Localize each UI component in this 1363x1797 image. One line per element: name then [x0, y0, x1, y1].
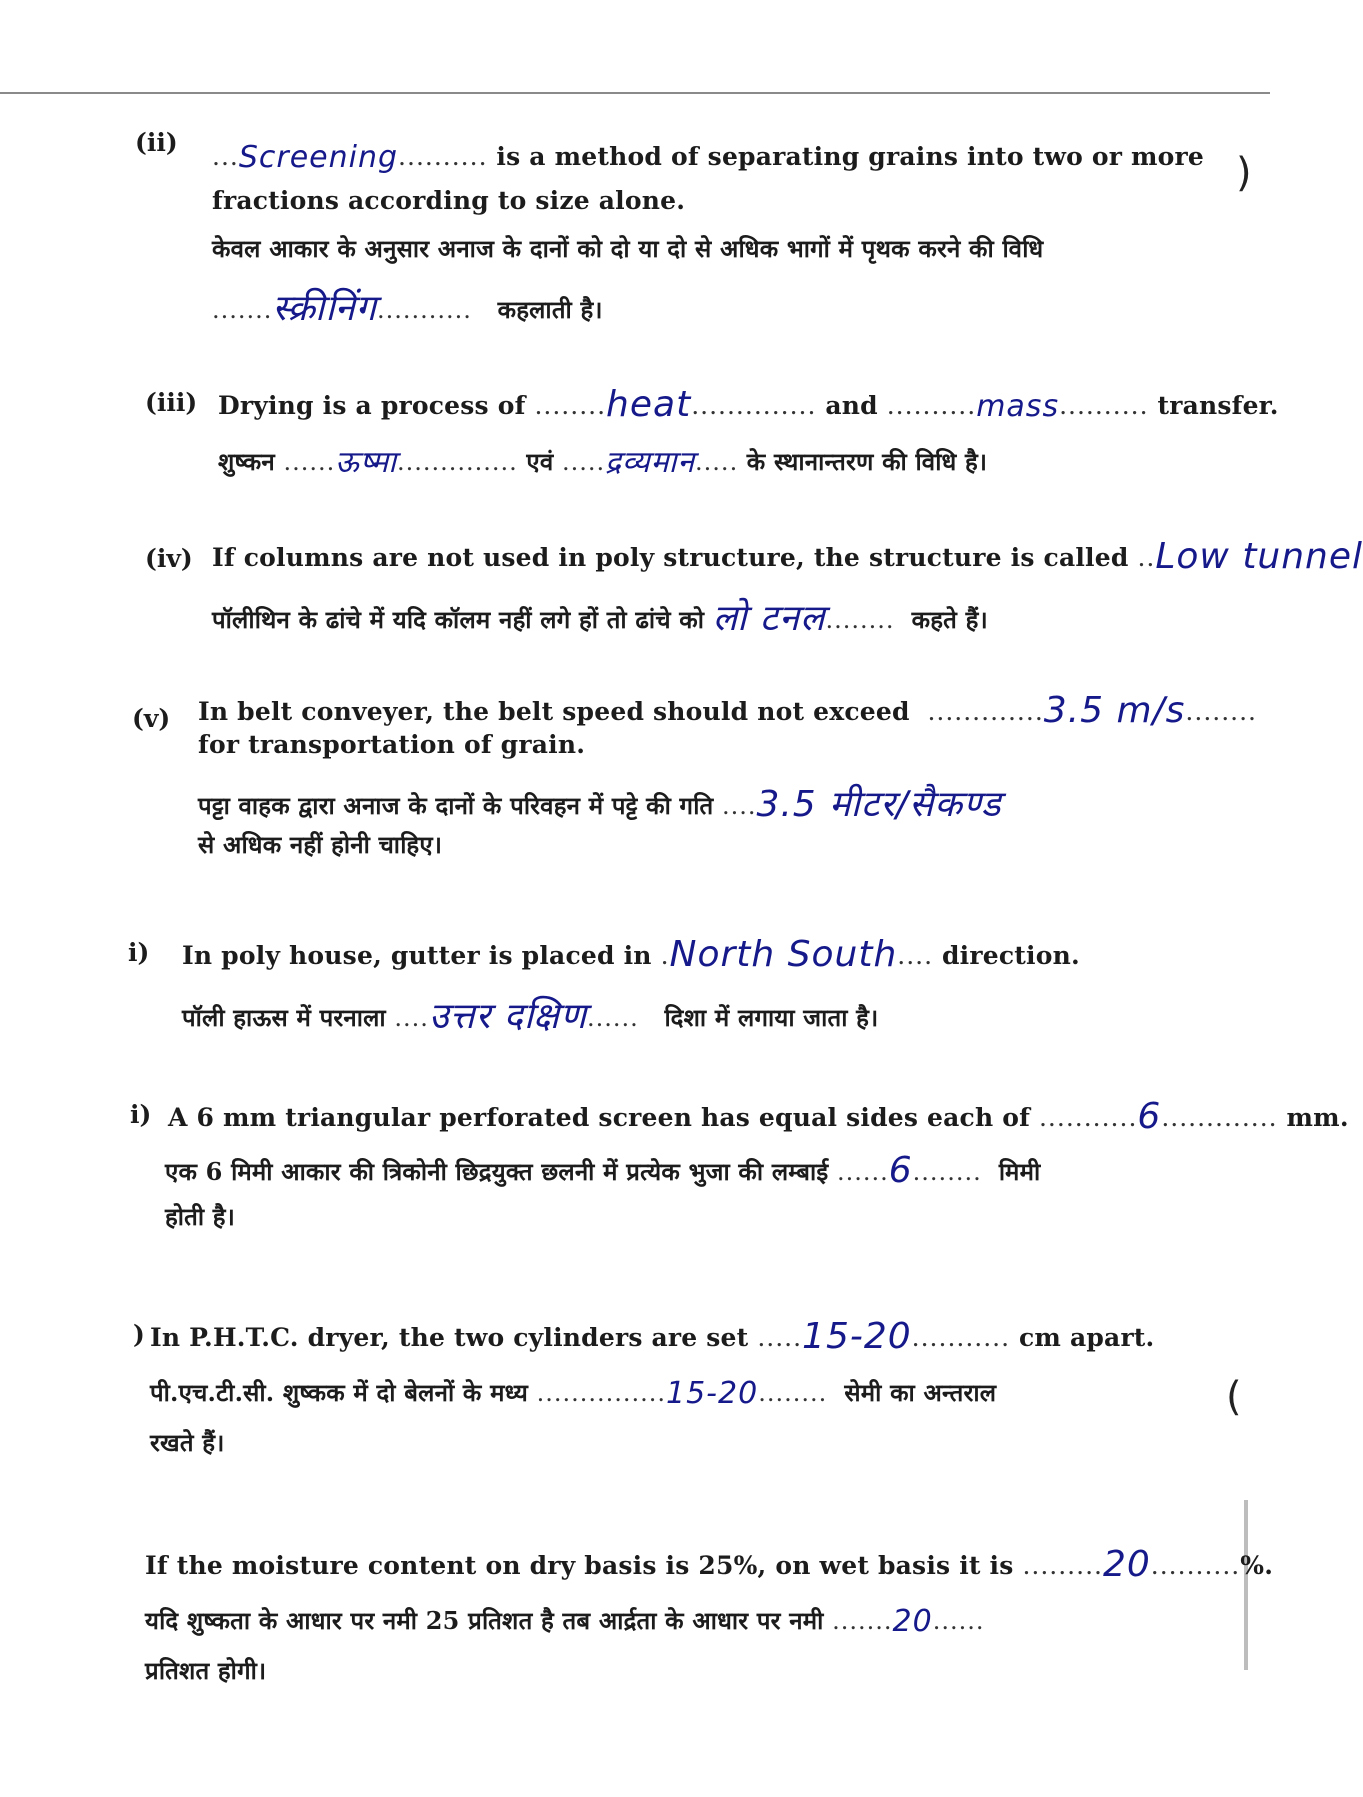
- question-hi-line2: रखते हैं।: [150, 1428, 225, 1457]
- question-hi-line2: से अधिक नहीं होनी चाहिए।: [198, 830, 443, 859]
- answer-hi: 15-20: [666, 1376, 759, 1411]
- answer-en: 15-20: [802, 1316, 912, 1357]
- answer-en: Low tunnel: [1155, 536, 1363, 577]
- page-top-rule: [0, 92, 1270, 94]
- margin-mark: (: [1226, 1374, 1242, 1420]
- question-hi-line1: एक 6 मिमी आकार की त्रिकोनी छिद्रयुक्त छलनी में प्रत्येक भुजा की लम्बाई ......6........ मिमी: [165, 1150, 1041, 1191]
- answer-hi: 20: [892, 1604, 933, 1639]
- question-number: ): [133, 1320, 145, 1349]
- question-en-line: In poly house, gutter is placed in .North South.... direction.: [182, 934, 1080, 975]
- question-number: (iv): [145, 544, 193, 573]
- answer-en-1: heat: [606, 384, 692, 425]
- question-number: (v): [132, 704, 171, 733]
- question-hi-line1: यदि शुष्कता के आधार पर नमी 25 प्रतिशत है तब आर्द्रता के आधार पर नमी .......20......: [145, 1604, 985, 1639]
- question-en-line1: ...Screening.......... is a method of separating grains into two or more: [212, 140, 1205, 175]
- question-number: i): [128, 938, 150, 967]
- question-hi-line: शुष्कन ......ऊष्मा.............. एवं .....द्रव्यमान..... के स्थानान्तरण की विधि है।: [218, 440, 987, 481]
- answer-en: 6: [1137, 1096, 1162, 1137]
- question-hi-line: पॉलीथिन के ढांचे में यदि कॉलम नहीं लगे हों तो ढांचे को लो टनल........ कहते हैं।: [212, 592, 988, 641]
- question-hi-line2: .......स्क्रीनिंग........... कहलाती है।: [212, 282, 603, 331]
- question-hi-line2: होती है।: [165, 1202, 236, 1231]
- question-hi-line2: प्रतिशत होगी।: [145, 1656, 267, 1685]
- answer-en: 3.5 m/s: [1043, 690, 1186, 731]
- answer-en-2: mass: [976, 389, 1060, 424]
- question-number: (ii): [135, 128, 178, 157]
- answer-en: North South: [669, 934, 898, 975]
- answer-hi-2: द्रव्यमान: [605, 445, 696, 480]
- answer-hi: 6: [888, 1150, 913, 1191]
- answer-en: 20: [1102, 1544, 1151, 1585]
- question-en-line: If the moisture content on dry basis is 25%, on wet basis it is .........20..........%.: [145, 1544, 1274, 1585]
- question-en-line1: In belt conveyer, the belt speed should not exceed .............3.5 m/s........: [198, 690, 1257, 731]
- answer-hi: स्क्रीनिंग: [272, 288, 377, 329]
- question-number: i): [130, 1100, 152, 1129]
- question-hi-line1: पी.एच.टी.सी. शुष्कक में दो बेलनों के मध्य ...............15-20........ सेमी का अन्तराल: [150, 1376, 997, 1411]
- answer-hi: 3.5 मीटर/सैकण्ड: [756, 784, 1002, 825]
- question-en-line: In P.H.T.C. dryer, the two cylinders are set .....15-20........... cm apart.: [150, 1316, 1155, 1357]
- question-en-line2: fractions according to size alone.: [212, 186, 686, 215]
- answer-hi-1: ऊष्मा: [335, 445, 397, 480]
- question-en-line: If columns are not used in poly structure, the structure is called ..Low tunnel: [212, 536, 1363, 577]
- question-hi-line1: केवल आकार के अनुसार अनाज के दानों को दो या दो से अधिक भागों में पृथक करने की विधि: [212, 234, 1044, 263]
- answer-hi: उत्तर दक्षिण: [428, 996, 587, 1037]
- question-number: (iii): [145, 388, 198, 417]
- question-hi-line: पॉली हाऊस में परनाला ....उत्तर दक्षिण...... दिशा में लगाया जाता है।: [182, 990, 878, 1039]
- margin-mark: ): [1236, 150, 1252, 196]
- page-edge-shadow: [1244, 1500, 1248, 1670]
- question-en-line: A 6 mm triangular perforated screen has equal sides each of ...........6............. mm.: [168, 1096, 1349, 1137]
- question-en-line: Drying is a process of ........heat.............. and ..........mass.......... transfer.: [218, 384, 1279, 425]
- question-hi-line1: पट्टा वाहक द्वारा अनाज के दानों के परिवहन में पट्टे की गति ....3.5 मीटर/सैकण्ड: [198, 778, 1001, 827]
- question-en-line2: for transportation of grain.: [198, 730, 586, 759]
- answer-en: Screening: [238, 140, 399, 175]
- answer-hi: लो टनल: [712, 598, 826, 639]
